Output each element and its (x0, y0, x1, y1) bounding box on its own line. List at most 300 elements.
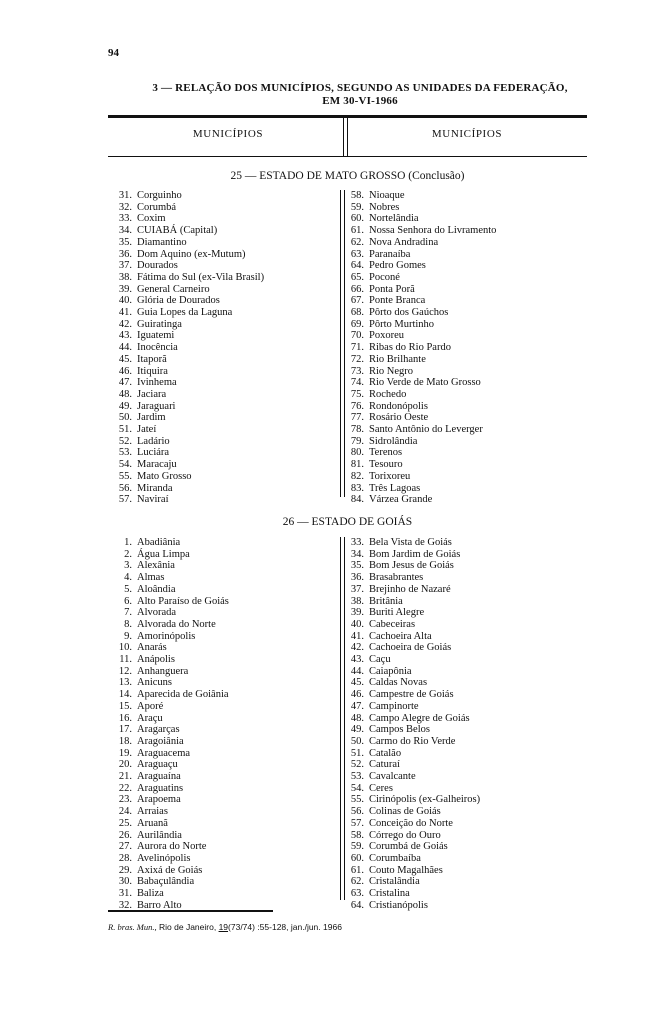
item-number: 44. (118, 342, 132, 354)
list-item (110, 748, 229, 760)
item-number: 68. (350, 307, 364, 319)
list-item (110, 202, 264, 214)
municipality-name: Poxoreu (369, 330, 404, 342)
list-item (342, 689, 480, 701)
municipality-name: Aurilândia (137, 829, 182, 841)
list-item (110, 389, 264, 401)
list-item (110, 225, 264, 237)
item-number: 9. (124, 630, 132, 642)
item-number: 58. (350, 829, 364, 841)
item-number: 62. (350, 876, 364, 888)
municipality-name: Britânia (369, 595, 403, 607)
list-item (342, 249, 496, 261)
list-item (342, 537, 480, 549)
footer-journal: R. bras. Mun., (108, 922, 157, 932)
municipality-name: Iguatemi (137, 330, 175, 342)
municipality-name: Alvorada (137, 607, 177, 619)
municipality-name: Nobres (369, 201, 400, 213)
municipality-name: Caldas Novas (369, 677, 428, 689)
list-item (110, 537, 229, 549)
list-item (342, 783, 480, 795)
list-item (110, 330, 264, 342)
municipality-name: Pôrto Murtinho (369, 318, 435, 330)
list-item (342, 736, 480, 748)
item-number: 60. (350, 213, 364, 225)
municipality-name: Araguacema (137, 747, 191, 759)
list-item (110, 560, 229, 572)
list-item (110, 876, 229, 888)
list-item (110, 841, 229, 853)
list-item (342, 841, 480, 853)
item-number: 31. (118, 190, 132, 201)
municipality-name: Mato Grosso (137, 470, 192, 482)
list-item (110, 806, 229, 818)
item-number: 47. (350, 700, 364, 712)
item-number: 38. (118, 271, 132, 283)
item-number: 58. (350, 190, 364, 201)
section-heading-goias: 26 — ESTADO DE GOIÁS (282, 516, 413, 528)
list-item (342, 237, 496, 249)
list-item (342, 806, 480, 818)
item-number: 12. (118, 665, 132, 677)
municipality-name: Itaporã (137, 353, 167, 365)
municipality-name: Nortelândia (369, 213, 419, 225)
item-number: 83. (350, 482, 364, 494)
item-number: 6. (124, 595, 132, 607)
municipality-name: CUIABÁ (Capital) (137, 225, 218, 237)
item-number: 81. (350, 459, 364, 471)
item-number: 22. (118, 782, 132, 794)
item-number: 13. (118, 677, 132, 689)
item-number: 55. (118, 470, 132, 482)
footer-issue: (73/74) :55-128, jan./jun. 1966 (228, 922, 342, 932)
municipality-name: Cirinópolis (ex-Galheiros) (369, 794, 481, 806)
item-number: 23. (118, 794, 132, 806)
list-item (110, 713, 229, 725)
list-item (342, 560, 480, 572)
item-number: 80. (350, 447, 364, 459)
table-title-line1: 3 — RELAÇÃO DOS MUNICÍPIOS, SEGUNDO AS UNIDADES DA FEDERAÇÃO, (152, 82, 568, 94)
list-item (342, 225, 496, 237)
item-number: 46. (118, 365, 132, 377)
list-item (110, 572, 229, 584)
municipality-name: Coxim (137, 213, 166, 225)
municipality-list-left (110, 190, 264, 506)
municipality-name: Inocência (137, 342, 178, 354)
item-number: 35. (350, 560, 364, 572)
list-item (110, 342, 264, 354)
municipality-name: Cachoeira de Goiás (369, 642, 452, 654)
municipality-name: Rio Brilhante (369, 353, 426, 365)
municipality-name: Caturaí (369, 759, 400, 771)
item-number: 41. (350, 630, 364, 642)
list-item (110, 771, 229, 783)
item-number: 37. (350, 583, 364, 595)
item-number: 42. (350, 642, 364, 654)
municipality-name: Aurora do Norte (137, 841, 207, 853)
item-number: 61. (350, 225, 364, 237)
item-number: 18. (118, 735, 132, 747)
list-item (342, 888, 480, 900)
item-number: 75. (350, 388, 364, 400)
item-number: 61. (350, 864, 364, 876)
item-number: 63. (350, 888, 364, 900)
municipality-name: Caçu (369, 654, 391, 666)
item-number: 69. (350, 318, 364, 330)
item-number: 36. (350, 572, 364, 584)
list-item (110, 436, 264, 448)
list-item (342, 865, 480, 877)
municipality-name: Aruanã (137, 817, 168, 829)
list-item (110, 865, 229, 877)
list-item (342, 260, 496, 272)
item-number: 49. (350, 724, 364, 736)
item-number: 40. (118, 295, 132, 307)
footer-volume: 19 (218, 922, 229, 932)
item-number: 54. (118, 459, 132, 471)
list-item (342, 459, 496, 471)
item-number: 31. (118, 888, 132, 900)
list-item (342, 607, 480, 619)
item-number: 10. (118, 642, 132, 654)
list-item (110, 736, 229, 748)
list-item (342, 654, 480, 666)
list-item (110, 483, 264, 495)
item-number: 74. (350, 377, 364, 389)
list-item (342, 900, 480, 912)
item-number: 34. (350, 548, 364, 560)
list-item (110, 354, 264, 366)
item-number: 51. (350, 747, 364, 759)
list-item (110, 459, 264, 471)
municipality-name: Ceres (369, 782, 393, 794)
item-number: 45. (118, 353, 132, 365)
municipality-name: Ponte Branca (369, 295, 426, 307)
list-item (342, 377, 496, 389)
item-number: 57. (118, 494, 132, 506)
item-number: 76. (350, 400, 364, 412)
municipality-name: Nioaque (369, 190, 405, 201)
item-number: 17. (118, 724, 132, 736)
municipality-name: Cristianópolis (369, 899, 428, 911)
item-number: 20. (118, 759, 132, 771)
list-item (342, 424, 496, 436)
list-item (110, 666, 229, 678)
item-number: 65. (350, 271, 364, 283)
municipality-name: Dom Aquino (ex-Mutum) (137, 248, 246, 260)
item-number: 38. (350, 595, 364, 607)
list-item (110, 237, 264, 249)
list-item (342, 272, 496, 284)
item-number: 1. (124, 537, 132, 548)
list-item (110, 642, 229, 654)
item-number: 27. (118, 841, 132, 853)
municipality-name: Cristalina (369, 888, 410, 900)
list-item (110, 494, 264, 506)
list-item (342, 202, 496, 214)
municipality-name: Colinas de Goiás (369, 806, 441, 818)
list-item (110, 619, 229, 631)
list-item (342, 389, 496, 401)
item-number: 26. (118, 829, 132, 841)
municipality-name: Glória de Dourados (137, 295, 220, 307)
municipality-name: Bom Jardim de Goiás (369, 548, 461, 560)
municipality-name: Dourados (137, 260, 178, 272)
municipality-name: Axixá de Goiás (137, 864, 203, 876)
municipality-name: Paranaíba (369, 248, 411, 260)
list-item (342, 619, 480, 631)
list-item (342, 412, 496, 424)
list-item (342, 830, 480, 842)
item-number: 34. (118, 225, 132, 237)
item-number: 71. (350, 342, 364, 354)
list-item (110, 190, 264, 202)
list-item (110, 284, 264, 296)
left-column-header: MUNICÍPIOS (192, 128, 264, 140)
list-item (110, 818, 229, 830)
municipality-name: Diamantino (137, 236, 187, 248)
municipality-name: Araguatins (137, 782, 184, 794)
item-number: 7. (124, 607, 132, 619)
list-item (342, 572, 480, 584)
municipality-name: Luciára (137, 447, 170, 459)
item-number: 40. (350, 618, 364, 630)
municipality-name: Buriti Alegre (369, 607, 425, 619)
item-number: 52. (118, 435, 132, 447)
municipality-name: Brejinho de Nazaré (369, 583, 451, 595)
item-number: 24. (118, 806, 132, 818)
item-number: 33. (350, 537, 364, 548)
list-item (110, 401, 264, 413)
item-number: 42. (118, 318, 132, 330)
list-item (342, 213, 496, 225)
item-number: 57. (350, 817, 364, 829)
item-number: 3. (124, 560, 132, 572)
item-number: 56. (118, 482, 132, 494)
list-item (110, 853, 229, 865)
list-item (110, 631, 229, 643)
item-number: 39. (350, 607, 364, 619)
list-item (342, 549, 480, 561)
item-number: 16. (118, 712, 132, 724)
list-item (110, 584, 229, 596)
list-item (342, 342, 496, 354)
header-bottom-rule (108, 156, 587, 157)
municipality-name: Aragarças (137, 724, 180, 736)
item-number: 43. (350, 654, 364, 666)
item-number: 14. (118, 689, 132, 701)
municipality-name: Maracaju (137, 459, 177, 471)
municipality-name: Araguaçu (137, 759, 178, 771)
municipality-name: Alvorada do Norte (137, 618, 216, 630)
item-number: 48. (118, 388, 132, 400)
item-number: 46. (350, 689, 364, 701)
list-item (110, 783, 229, 795)
list-item (342, 471, 496, 483)
item-number: 8. (124, 618, 132, 630)
municipality-name: Guia Lopes da Laguna (137, 307, 233, 319)
list-item (110, 549, 229, 561)
item-number: 79. (350, 435, 364, 447)
municipality-name: Avelinópolis (137, 852, 191, 864)
item-number: 47. (118, 377, 132, 389)
list-item (110, 260, 264, 272)
municipality-name: Anápolis (137, 654, 175, 666)
item-number: 21. (118, 771, 132, 783)
item-number: 4. (124, 572, 132, 584)
municipality-name: Arapoema (137, 794, 181, 806)
municipality-name: Nossa Senhora do Livramento (369, 225, 497, 237)
list-item (110, 701, 229, 713)
municipality-name: Carmo do Rio Verde (369, 735, 456, 747)
list-item (110, 366, 264, 378)
municipality-name: Corumbá (137, 201, 177, 213)
municipality-name: Jaraguari (137, 400, 176, 412)
municipality-name: Campos Belos (369, 724, 430, 736)
list-item (110, 249, 264, 261)
item-number: 30. (118, 876, 132, 888)
list-item (342, 596, 480, 608)
list-item (342, 284, 496, 296)
list-item (342, 190, 496, 202)
municipality-name: Cachoeira Alta (369, 630, 432, 642)
list-item (110, 307, 264, 319)
list-item (342, 818, 480, 830)
item-number: 59. (350, 841, 364, 853)
municipality-name: Aragoiânia (137, 735, 184, 747)
item-number: 54. (350, 782, 364, 794)
item-number: 78. (350, 424, 364, 436)
municipality-name: Jateí (137, 424, 157, 436)
header-column-divider (343, 118, 348, 156)
list-item (110, 471, 264, 483)
item-number: 33. (118, 213, 132, 225)
municipality-name: Babaçulândia (137, 876, 195, 888)
item-number: 64. (350, 899, 364, 911)
municipality-name: Sidrolândia (369, 435, 418, 447)
list-item (110, 377, 264, 389)
municipality-name: Abadiânia (137, 537, 181, 548)
table-title-line2: EM 30-VI-1966 (322, 95, 398, 107)
item-number: 55. (350, 794, 364, 806)
municipality-name: Várzea Grande (369, 494, 433, 506)
list-item (342, 724, 480, 736)
list-item (110, 677, 229, 689)
municipality-name: Fátima do Sul (ex-Vila Brasil) (137, 271, 265, 283)
municipality-name: Guiratinga (137, 318, 182, 330)
municipality-name: Terenos (369, 447, 403, 459)
municipality-name: Ribas do Rio Pardo (369, 342, 451, 354)
list-item (342, 307, 496, 319)
list-item (342, 295, 496, 307)
municipality-name: Araguaína (137, 771, 181, 783)
municipality-name: Amorinópolis (137, 630, 196, 642)
item-number: 19. (118, 747, 132, 759)
item-number: 52. (350, 759, 364, 771)
municipality-name: Rosário Oeste (369, 412, 429, 424)
list-item (110, 213, 264, 225)
municipality-name: Campinorte (369, 700, 419, 712)
list-item (110, 412, 264, 424)
list-item (110, 424, 264, 436)
municipality-name: Rio Verde de Mato Grosso (369, 377, 481, 389)
list-item (342, 701, 480, 713)
municipality-name: Jardim (137, 412, 166, 424)
list-item (110, 295, 264, 307)
item-number: 41. (118, 307, 132, 319)
municipality-name: Pedro Gomes (369, 260, 426, 272)
section-heading-mato-grosso: 25 — ESTADO DE MATO GROSSO (Conclusão) (230, 170, 465, 182)
list-item (342, 713, 480, 725)
list-item (342, 330, 496, 342)
item-number: 39. (118, 283, 132, 295)
item-number: 60. (350, 852, 364, 864)
list-item (110, 654, 229, 666)
item-number: 35. (118, 236, 132, 248)
list-item (110, 596, 229, 608)
list-item (110, 447, 264, 459)
item-number: 45. (350, 677, 364, 689)
list-item (110, 319, 264, 331)
item-number: 43. (118, 330, 132, 342)
item-number: 48. (350, 712, 364, 724)
municipality-name: Caiapônia (369, 665, 412, 677)
item-number: 32. (118, 201, 132, 213)
item-number: 59. (350, 201, 364, 213)
municipality-name: Ivinhema (137, 377, 177, 389)
item-number: 84. (350, 494, 364, 506)
page-number: 94 (108, 47, 119, 59)
municipality-name: Naviraí (137, 494, 169, 506)
footer-place: Rio de Janeiro, (159, 922, 217, 932)
list-item (342, 771, 480, 783)
municipality-name: Rio Negro (369, 365, 414, 377)
right-column-header: MUNICÍPIOS (431, 128, 503, 140)
list-item (342, 354, 496, 366)
list-item (110, 272, 264, 284)
municipality-name: Catalão (369, 747, 402, 759)
municipality-name: Alexânia (137, 560, 175, 572)
municipality-name: Itiquira (137, 365, 168, 377)
municipality-name: Cristalândia (369, 876, 420, 888)
item-number: 72. (350, 353, 364, 365)
list-item (342, 483, 496, 495)
municipality-name: Anhanguera (137, 665, 189, 677)
item-number: 62. (350, 236, 364, 248)
municipality-name: Jaciara (137, 388, 167, 400)
list-item (342, 631, 480, 643)
list-item (342, 876, 480, 888)
municipality-name: Anarás (137, 642, 167, 654)
municipality-name: Cavalcante (369, 771, 416, 783)
item-number: 53. (118, 447, 132, 459)
municipality-name: Aparecida de Goiânia (137, 689, 229, 701)
list-item (342, 401, 496, 413)
municipality-name: Bela Vista de Goiás (369, 537, 452, 548)
municipality-name: Ladário (137, 435, 170, 447)
item-number: 29. (118, 864, 132, 876)
item-number: 15. (118, 700, 132, 712)
municipality-name: Arraias (137, 806, 168, 818)
list-item (342, 494, 496, 506)
item-number: 63. (350, 248, 364, 260)
municipality-name: Pôrto dos Gaúchos (369, 307, 449, 319)
municipality-name: Baliza (137, 888, 164, 900)
item-number: 28. (118, 852, 132, 864)
list-item (110, 607, 229, 619)
list-item (342, 584, 480, 596)
list-item (342, 677, 480, 689)
